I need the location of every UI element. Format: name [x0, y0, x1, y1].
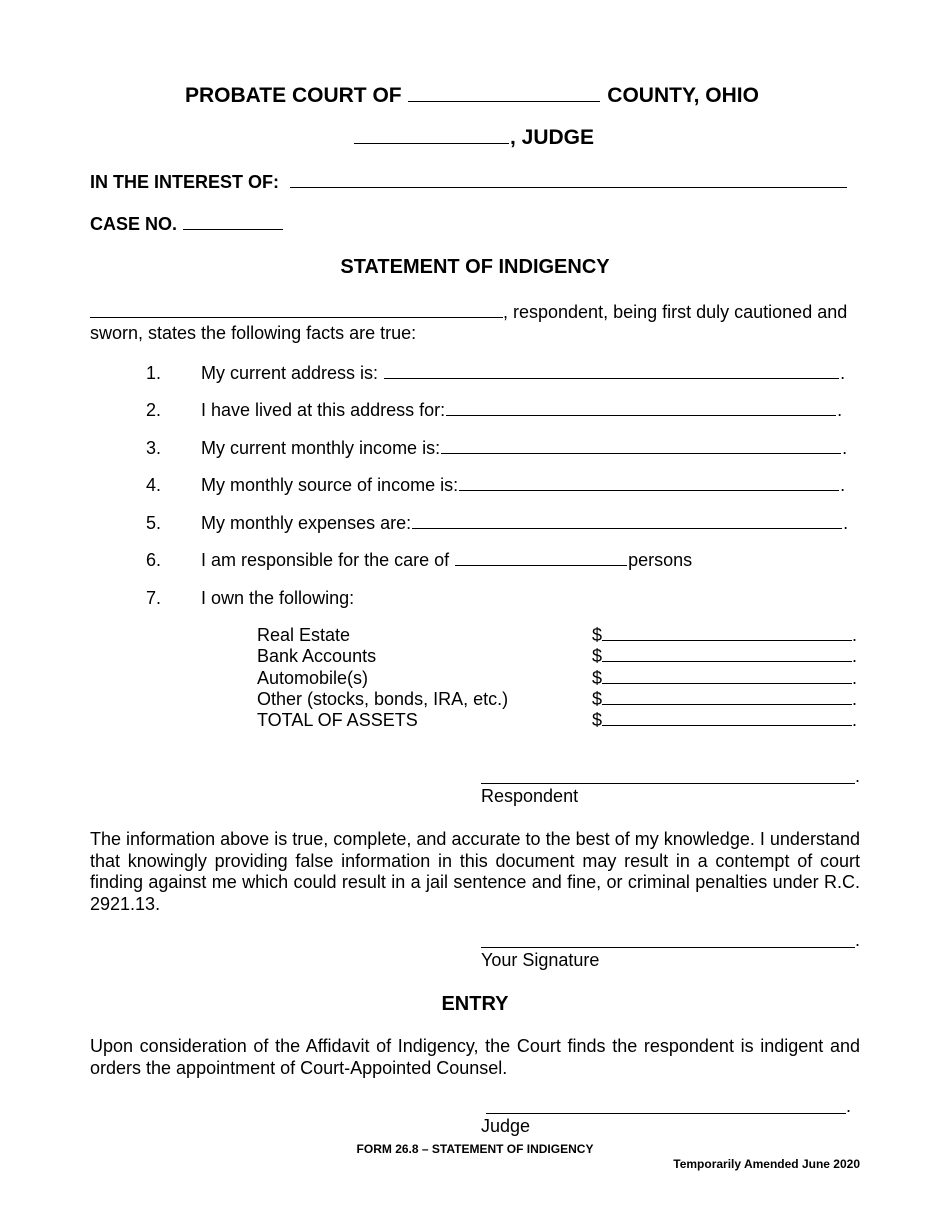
item-label: My monthly source of income is: [201, 475, 459, 495]
judge-line [353, 126, 594, 150]
amended-date: Temporarily Amended June 2020 [673, 1157, 860, 1171]
item-end: . [837, 400, 843, 420]
item-number: 5. [146, 513, 162, 533]
currency-symbol: $ [592, 710, 603, 730]
entry-title: ENTRY [441, 993, 509, 1015]
court-prefix: PROBATE COURT OF [185, 84, 402, 107]
form-label: FORM 26.8 – STATEMENT OF INDIGENCY [356, 1142, 594, 1156]
item-number: 6. [146, 550, 162, 570]
asset-amount-blank[interactable] [602, 660, 852, 662]
address-blank[interactable] [384, 377, 839, 379]
asset-label: Bank Accounts [257, 646, 377, 666]
judge-label: Judge [481, 1116, 531, 1136]
asset-value [592, 646, 857, 667]
signature-end: . [855, 930, 861, 950]
county-blank[interactable] [408, 100, 600, 102]
asset-end: . [852, 710, 858, 730]
list-item [201, 513, 848, 534]
court-title [185, 84, 759, 108]
item-end: persons [628, 550, 693, 570]
case-number-blank[interactable] [183, 228, 283, 230]
page-title: STATEMENT OF INDIGENCY [340, 256, 610, 278]
item-number: 1. [146, 363, 162, 383]
list-item: I own the following: [201, 588, 355, 608]
case-label: CASE NO. [90, 214, 178, 234]
intro-after-blank: , respondent, being first duly cautioned and [503, 302, 848, 322]
item-number: 7. [146, 588, 162, 608]
respondent-label: Respondent [481, 786, 579, 806]
asset-end: . [852, 625, 858, 645]
signature-end: . [855, 766, 861, 786]
total-assets-blank[interactable] [602, 724, 852, 726]
asset-value [592, 668, 857, 689]
list-item [201, 438, 847, 459]
duration-blank[interactable] [446, 414, 836, 416]
judge-suffix: , JUDGE [510, 126, 595, 149]
item-end: . [840, 475, 846, 495]
list-item [201, 550, 692, 571]
interest-blank[interactable] [290, 186, 847, 188]
your-signature-line[interactable] [481, 946, 855, 948]
item-label: My current address is: [201, 363, 379, 383]
asset-amount-blank[interactable] [602, 639, 852, 641]
income-blank[interactable] [441, 452, 841, 454]
asset-label: TOTAL OF ASSETS [257, 710, 418, 730]
persons-blank[interactable] [455, 564, 627, 566]
asset-label: Real Estate [257, 625, 351, 645]
item-label: My monthly expenses are: [201, 513, 412, 533]
currency-symbol: $ [592, 646, 603, 666]
item-end: . [842, 438, 848, 458]
case-line [90, 214, 284, 235]
asset-end: . [852, 668, 858, 688]
list-item [201, 400, 842, 421]
item-label: I am responsible for the care of [201, 550, 450, 570]
currency-symbol: $ [592, 689, 603, 709]
income-source-blank[interactable] [459, 489, 839, 491]
respondent-name-blank[interactable] [90, 316, 503, 318]
item-label: My current monthly income is: [201, 438, 441, 458]
interest-label: IN THE INTEREST OF: [90, 172, 279, 192]
intro-line-2: sworn, states the following facts are true: [90, 323, 417, 343]
affirmation-text: The information above is true, complete, and accurate to the best of my knowledge. I understand that knowingly providing false information in this document may result in a contempt of court finding against me which could result in a jail sentence and fine, or criminal penalties under R.C. 2921.13. [90, 829, 860, 914]
judge-name-blank[interactable] [354, 142, 509, 144]
item-label: I have lived at this address for: [201, 400, 446, 420]
expenses-blank[interactable] [412, 527, 842, 529]
currency-symbol: $ [592, 668, 603, 688]
asset-value [592, 689, 857, 710]
asset-value [592, 710, 857, 731]
item-end: . [840, 363, 846, 383]
currency-symbol: $ [592, 625, 603, 645]
your-signature-label: Your Signature [481, 950, 600, 970]
asset-label: Other (stocks, bonds, IRA, etc.) [257, 689, 509, 709]
list-item [201, 363, 845, 384]
asset-end: . [852, 646, 858, 666]
asset-label: Automobile(s) [257, 668, 369, 688]
intro-line-1 [90, 302, 847, 323]
item-end: . [843, 513, 849, 533]
entry-text: Upon consideration of the Affidavit of Indigency, the Court finds the respondent is indigent and orders the appointment of Court-Appointed Counsel. [90, 1036, 860, 1078]
asset-end: . [852, 689, 858, 709]
item-number: 2. [146, 400, 162, 420]
signature-end: . [846, 1096, 852, 1116]
list-item [201, 475, 845, 496]
asset-amount-blank[interactable] [602, 703, 852, 705]
court-suffix: COUNTY, OHIO [607, 84, 759, 107]
respondent-signature-line[interactable] [481, 782, 855, 784]
asset-value [592, 625, 857, 646]
judge-signature-line[interactable] [486, 1112, 846, 1114]
item-number: 3. [146, 438, 162, 458]
item-number: 4. [146, 475, 162, 495]
interest-line [90, 172, 848, 193]
asset-amount-blank[interactable] [602, 682, 852, 684]
